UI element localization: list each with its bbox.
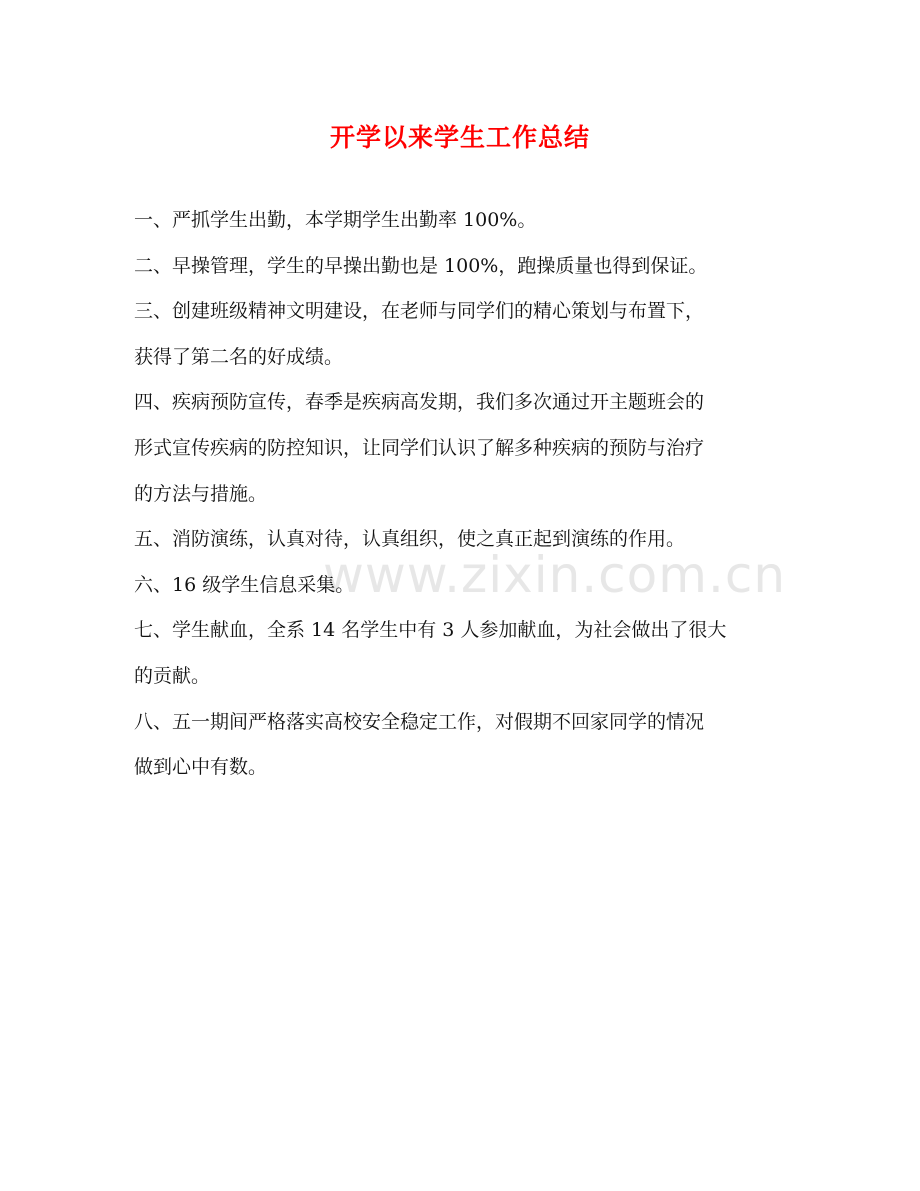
body-line: 的贡献。 <box>134 664 211 687</box>
body-line: 一、严抓学生出勤，本学期学生出勤率 100%。 <box>134 209 537 231</box>
body-line: 四、疾病预防宣传，春季是疾病高发期，我们多次通过开主题班会的 <box>134 391 705 414</box>
body-line: 八、五一期间严格落实高校安全稳定工作，对假期不回家同学的情况 <box>134 710 705 733</box>
body-line: 的方法与措施。 <box>134 482 268 505</box>
body-line: 五、消防演练，认真对待，认真组织，使之真正起到演练的作用。 <box>134 528 686 551</box>
body-line: 做到心中有数。 <box>134 756 268 779</box>
body-line: 二、早操管理，学生的早操出勤也是 100%，跑操质量也得到保证。 <box>134 254 708 277</box>
document-body <box>134 198 787 791</box>
body-line: 七、学生献血，全系 14 名学生中有 3 人参加献血，为社会做出了很大 <box>134 619 727 642</box>
body-line: 形式宣传疾病的防控知识，让同学们认识了解多种疾病的预防与治疗 <box>134 436 705 459</box>
body-line: 获得了第二名的好成绩。 <box>134 345 344 368</box>
document-title: 开学以来学生工作总结 <box>329 123 590 152</box>
body-line: 三、创建班级精神文明建设，在老师与同学们的精心策划与布置下， <box>134 300 705 323</box>
body-line: 六、16 级学生信息采集。 <box>134 573 355 596</box>
watermark: www.zixin.com.cn <box>323 546 787 604</box>
